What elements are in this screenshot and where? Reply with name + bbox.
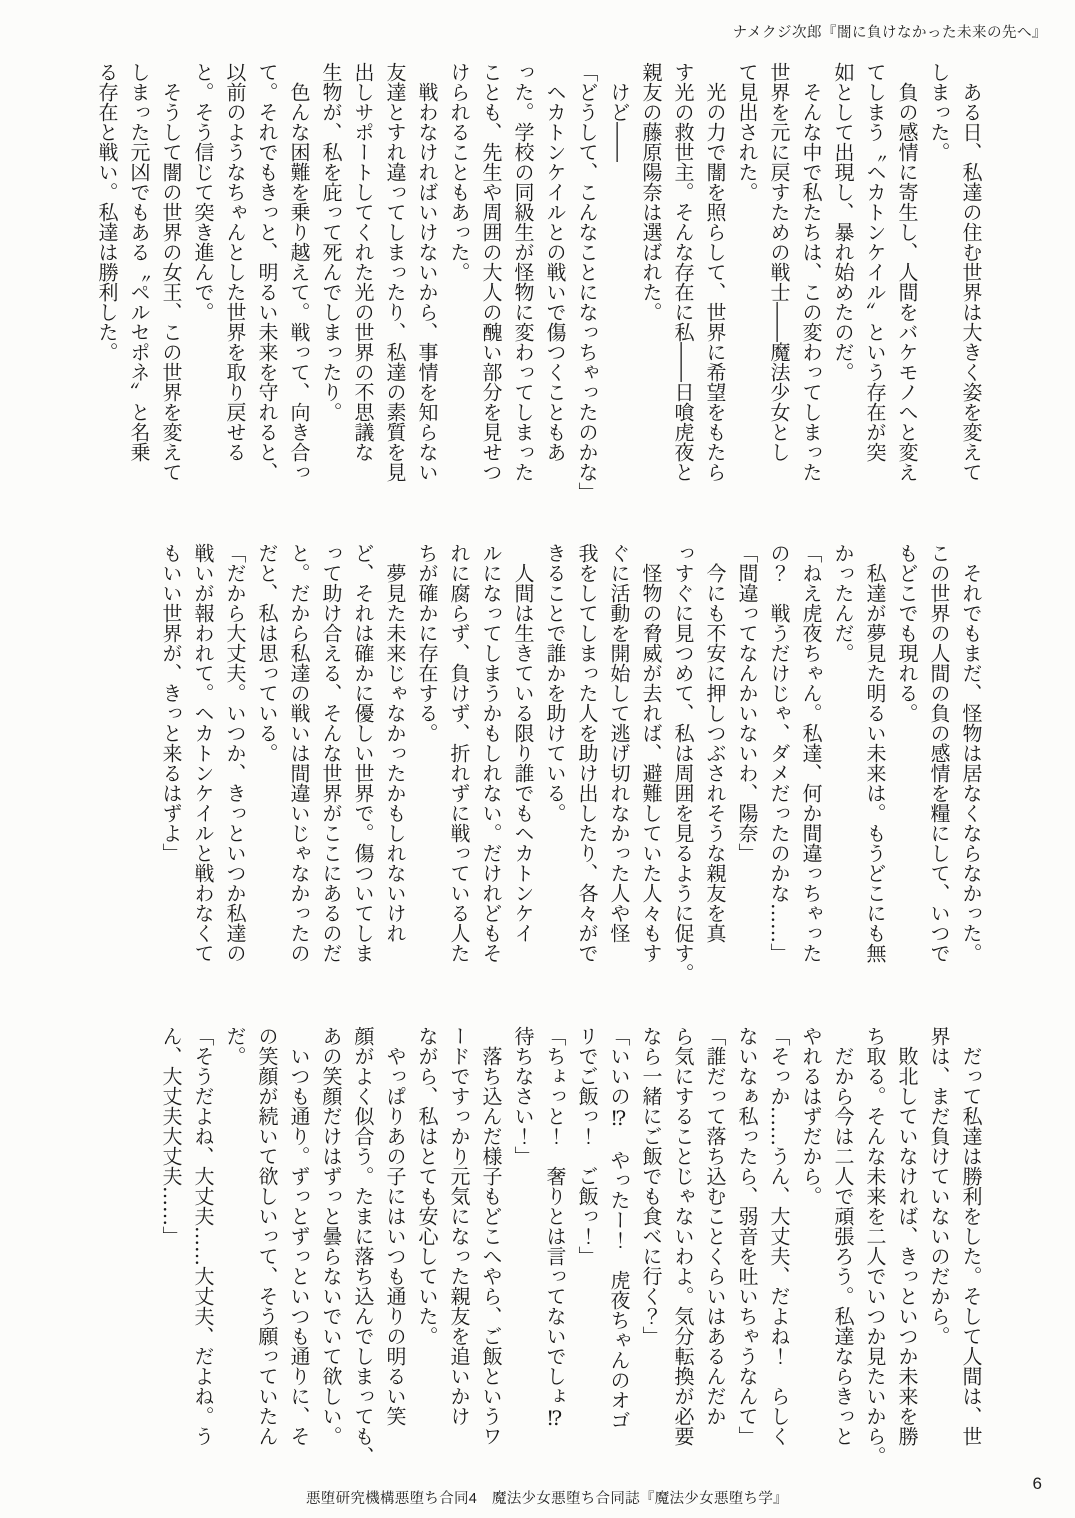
text-column: 私達が夢見た明るい未来は。もうどこにも無 xyxy=(863,543,887,963)
text-column: もいい世界が、きっと来るはずよ」 xyxy=(159,543,183,863)
text-column: 「ちょっと！ 奢りとは言ってないでしょ⁉ xyxy=(543,1026,567,1430)
text-column: 世界を元に戻すための戦士――魔法少女とし xyxy=(767,62,791,462)
text-column: 色んな困難を乗り越えて。戦って、向き合っ xyxy=(287,62,311,482)
text-column: の？ 戦うだけじゃ、ダメだったのかな……」 xyxy=(767,543,791,963)
text-column: しまった元凶でもある〝ペルセポネ〟と名乗 xyxy=(127,62,151,462)
text-column: ちが確かに存在する。 xyxy=(415,543,439,743)
vertical-text-block-3 xyxy=(155,1026,987,1472)
text-column: やっぱりあの子にはいつも通りの明るい笑 xyxy=(383,1026,407,1426)
text-column: 「どうして、こんなことになっちゃったのかな」 xyxy=(575,62,599,502)
text-column: ち取る。そんな未来を二人でいつか見たいから。 xyxy=(863,1026,887,1466)
text-column: もどこでも現れる。 xyxy=(895,543,919,723)
text-column: ことも、先生や周囲の大人の醜い部分を見せつ xyxy=(479,62,503,482)
text-column: きることで誰かを助けている。 xyxy=(543,543,567,823)
text-column: だって私達は勝利をした。そして人間は、世 xyxy=(959,1026,983,1446)
text-column: この世界の人間の負の感情を糧にして、いつで xyxy=(927,543,951,963)
text-column: 落ち込んだ様子もどこへやら、ご飯というワ xyxy=(479,1026,503,1446)
text-column: 我をしてしまった人を助け出したり、各々がで xyxy=(575,543,599,963)
text-column: 「そうだよね、大丈夫……大丈夫、だよね。う xyxy=(191,1026,215,1446)
text-column: 怪物の脅威が去れば、避難していた人々もす xyxy=(639,543,663,963)
text-column: れに腐らず、負けず、折れずに戦っている人た xyxy=(447,543,471,963)
text-column: 出しサポートしてくれた光の世界の不思議な xyxy=(351,62,375,462)
text-column: す光の救世主。そんな存在に私――日喰虎夜と xyxy=(671,62,695,482)
text-column: だ。 xyxy=(223,1026,247,1066)
text-column: て見出された。 xyxy=(735,62,759,202)
text-column: それでもまだ、怪物は居なくならなかった。 xyxy=(959,543,983,963)
text-column: かったんだ。 xyxy=(831,543,855,663)
text-column: そうして闇の世界の女王、この世界を変えて xyxy=(159,62,183,482)
text-column: リでご飯っ！ ご飯っ！」 xyxy=(575,1026,599,1266)
text-column: ぐに活動を開始して逃げ切れなかった人や怪 xyxy=(607,543,631,943)
text-column: やれるはずだから。 xyxy=(799,1026,823,1206)
text-column: 戦いが報われて。ヘカトンケイルと戦わなくて xyxy=(191,543,215,963)
text-column: けられることもあった。 xyxy=(447,62,471,282)
text-column: けど―― xyxy=(607,62,631,162)
text-column: いつも通り。ずっとずっといつも通りに、そ xyxy=(287,1026,311,1446)
text-column: 顔がよく似合う。たまに落ち込んでしまっても、 xyxy=(351,1026,375,1466)
text-column: 友達とすれ違ってしまったり、私達の素質を見 xyxy=(383,62,407,482)
text-column: 親友の藤原陽奈は選ばれた。 xyxy=(639,62,663,322)
text-column: 夢見た未来じゃなかったかもしれないけれ xyxy=(383,543,407,943)
text-column: の笑顔が続いて欲しいって、そう願っていたん xyxy=(255,1026,279,1446)
text-column: と。そう信じて突き進んで。 xyxy=(191,62,215,322)
text-column: そんな中で私たちは、この変わってしまった xyxy=(799,62,823,482)
text-column: った。学校の同級生が怪物に変わってしまった xyxy=(511,62,535,482)
text-column: てしまう〝ヘカトンケイル〟という存在が突 xyxy=(863,62,887,462)
text-column: ながら、私はとても安心していた。 xyxy=(415,1026,439,1346)
text-column: だと、私は思っている。 xyxy=(255,543,279,763)
text-column: 負の感情に寄生し、人間をバケモノへと変え xyxy=(895,62,919,482)
text-column: 「だから大丈夫。いつか、きっといつか私達の xyxy=(223,543,247,963)
text-column: ードですっかり元気になった親友を追いかけ xyxy=(447,1026,471,1426)
text-column: 以前のようなちゃんとした世界を取り戻せる xyxy=(223,62,247,462)
text-column: なら一緒にご飯でも食べに行く？」 xyxy=(639,1026,663,1346)
text-column: って助け合える、そんな世界がここにあるのだ xyxy=(319,543,343,963)
text-column: 今にも不安に押しつぶされそうな親友を真 xyxy=(703,543,727,943)
text-column: 戦わなければいけないから、事情を知らない xyxy=(415,62,439,482)
text-column: しまった。 xyxy=(927,62,951,162)
text-column: ん、大丈夫大丈夫……」 xyxy=(159,1026,183,1246)
text-column: ルになってしまうかもしれない。だけれどもそ xyxy=(479,543,503,963)
text-column: と。だから私達の戦いは間違いじゃなかったの xyxy=(287,543,311,963)
text-column: ある日、私達の住む世界は大きく姿を変えて xyxy=(959,62,983,482)
vertical-text-block-1 xyxy=(91,62,987,508)
text-column: 如として出現し、暴れ始めたのだ。 xyxy=(831,62,855,382)
text-column: ヘカトンケイルとの戦いで傷つくこともあ xyxy=(543,62,567,462)
text-column: あの笑顔だけはずっと曇らないでいて欲しい。 xyxy=(319,1026,343,1446)
text-column: だから今は二人で頑張ろう。私達ならきっと xyxy=(831,1026,855,1446)
text-column: 光の力で闇を照らして、世界に希望をもたら xyxy=(703,62,727,482)
footer-colophon: 悪堕研究機構悪堕ち合同4 魔法少女悪堕ち合同誌『魔法少女悪堕ち学』 xyxy=(306,1491,788,1507)
text-column: 敗北していなければ、きっといつか未来を勝 xyxy=(895,1026,919,1446)
page-number: 6 xyxy=(1032,1474,1042,1493)
text-column: 人間は生きている限り誰でもヘカトンケイ xyxy=(511,543,535,943)
text-column: 界は、まだ負けていないのだから。 xyxy=(927,1026,951,1346)
text-column: ないなぁ私ったら、弱音を吐いちゃうなんて」 xyxy=(735,1026,759,1446)
text-column: 「そっか……うん、大丈夫、だよね！ らしく xyxy=(767,1026,791,1446)
text-column: ら気にすることじゃないわよ。気分転換が必要 xyxy=(671,1026,695,1446)
running-header-title: ナメクジ次郎『闇に負けなかった未来の先へ』 xyxy=(732,25,1047,41)
text-column: 待ちなさい！」 xyxy=(511,1026,535,1166)
text-column: 「ねえ虎夜ちゃん。私達、何か間違っちゃった xyxy=(799,543,823,963)
text-column: っすぐに見つめて、私は周囲を見るように促す。 xyxy=(671,543,695,983)
text-column: 生物が、私を庇って死んでしまったり。 xyxy=(319,62,343,422)
text-column: る存在と戦い。私達は勝利した。 xyxy=(95,62,119,362)
text-column: 「誰だって落ち込むことくらいはあるんだか xyxy=(703,1026,727,1426)
text-column: 「間違ってなんかいないわ、陽奈」 xyxy=(735,543,759,863)
text-column: て。それでもきっと、明るい未来を守れると、 xyxy=(255,62,279,482)
text-column: 「いいの⁉ やったー！ 虎夜ちゃんのオゴ xyxy=(607,1026,631,1430)
vertical-text-block-2 xyxy=(155,543,987,989)
text-column: ど、それは確かに優しい世界で。傷ついてしま xyxy=(351,543,375,963)
